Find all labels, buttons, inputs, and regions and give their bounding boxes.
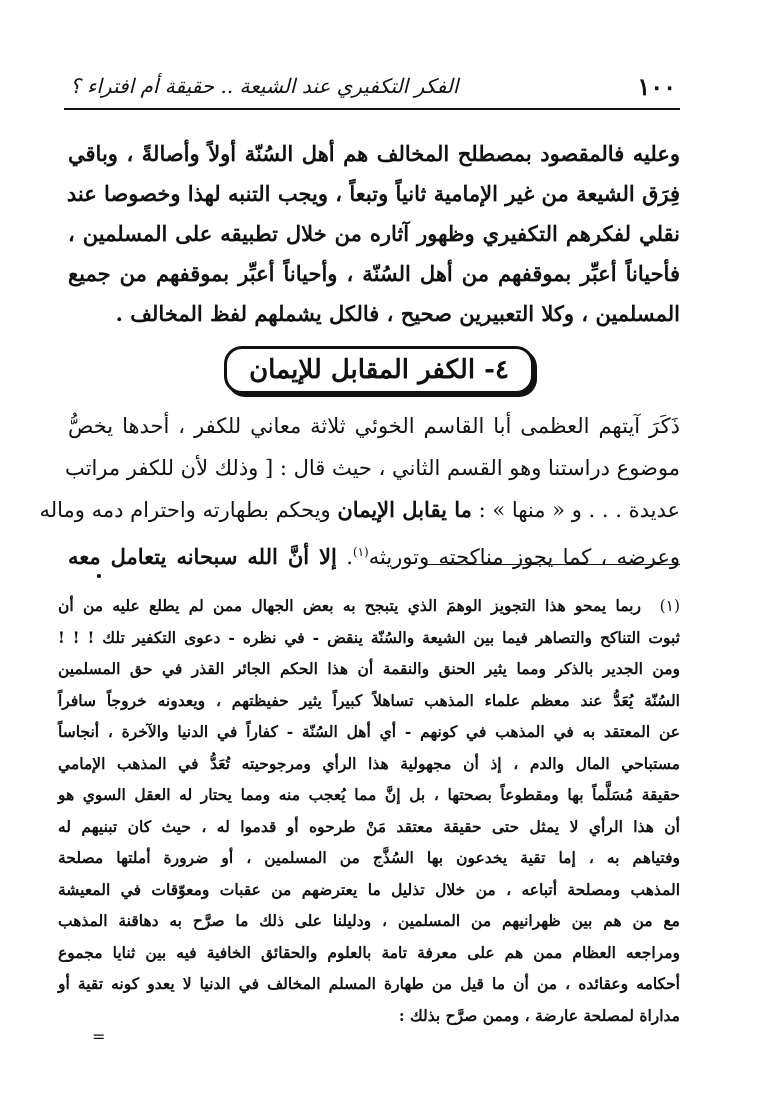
bold-text-run: ما يقابل الإيمان [337, 497, 472, 522]
paragraph-line: وعليه فالمقصود بمصطلح المخالف هم أهل السُنّة أولاً وأصالةً ، وباقي [68, 141, 680, 166]
paragraph-line [39, 489, 680, 531]
footnote-block [58, 590, 680, 1031]
paragraph-2 [39, 405, 680, 573]
section-heading: ٤- الكفر المقابل للإيمان [224, 346, 534, 394]
footnote-line: حقيقة مُسَلَّماً بها ومقطوعاً بصحتها ، بل إنَّ مما يُعجب منه ومما يحتار له العقل السوي هو [58, 785, 680, 804]
print-dot [97, 574, 101, 578]
footnote-line: مداراة لمصلحة عارضة ، وممن صرَّح بذلك : [398, 1005, 680, 1025]
text-run: عديدة . . . و « منها » : [471, 498, 680, 522]
running-title: الفكر التكفيري عند الشيعة .. حقيقة أم افتراء ؟ [70, 74, 459, 98]
footnote-divider [424, 564, 680, 565]
paragraph-line [68, 531, 680, 573]
footnote-line: أحكامه وعقائده ، من أن ما قيل من طهارة المسلم المخالف في الدنيا لا يعدو كونه تقية أو [58, 974, 680, 993]
paragraph-line: نقلي لفكرهم التكفيري وظهور آثاره من خلال تطبيقه على المسلمين ، [68, 221, 680, 246]
paragraph-line: المسلمين ، وكلا التعبيرين صحيح ، فالكل يشملهم لفظ المخالف . [115, 301, 680, 326]
paragraph-1 [68, 134, 680, 334]
page-number: ١٠٠ [637, 72, 676, 101]
text-run: . [336, 545, 353, 569]
footnote-line: المذهب ومصلحة أتباعه ، من خلال تذليل ما يعترضهم من عقبات ومعوّقات في المعيشة [58, 879, 680, 899]
footnote-line: مع من هم بين ظهرانيهم من المسلمين ، ودليلنا على ذلك ما صرَّح به دهاقنة المذهب [58, 911, 680, 930]
continuation-mark: = [92, 1027, 106, 1046]
footnote-line: وفتياهم به ، إما تقية يخدعون بها السُذَّج من المسلمين ، أو ضرورة أملتها مصلحة [58, 848, 680, 867]
page-header [64, 72, 680, 102]
footnote-line: ومراجعه العظام ممن هم على معرفة تامة بالعلوم والحقائق الخافية فيه بين ثنايا مجموع [58, 942, 680, 962]
paragraph-line: فِرَق الشيعة من غير الإمامية ثانياً وتبعاً ، ويجب التنبه لهذا وخصوصا عند [66, 181, 680, 206]
footnote-line [58, 590, 680, 622]
footnote-line: عن المعتقد به في المذهب في كونهم - أي أهل السُنّة - كفاراً في الدنيا والآخرة ، أنجاساً [58, 722, 680, 741]
paragraph-line: موضوع دراستنا وهو القسم الثاني ، حيث قال : [ وذلك لأن للكفر مراتب [65, 456, 680, 480]
text-run: وعرضه ، كما يجوز مناكحته وتوريثه [368, 545, 680, 569]
footnote-line: السُنّة يُعَدُّ عند معظم علماء المذهب تساهلاً كبيراً يثير حفيظتهم ، ويعدونه خروجاً سافراً [58, 690, 680, 710]
footnote-text: ربما يمحو هذا التجويز الوهمَ الذي يتبجح به بعض الجهال ممن لم يطلع عليه من أن [58, 596, 641, 615]
footnote-reference: (١) [352, 545, 369, 559]
footnote-line: ثبوت التناكح والتصاهر فيما بين الشيعة والسُنّة ينقض - في نظره - دعوى التكفير تلك ! ! ! [58, 627, 680, 647]
footnote-line: أن هذا الرأي لا يمثل حتى حقيقة معتقد مَنْ طرحوه أو قدموا له ، حيث كان تبنيهم له [58, 816, 680, 836]
paragraph-line: فأحياناً أعبِّر بموقفهم من أهل السُنّة ، وأحياناً أعبِّر بموقفهم من جميع [68, 261, 680, 286]
footnote-marker: (١) [659, 597, 681, 615]
paragraph-line: ذَكَرَ آيتهم العظمى أبا القاسم الخوئي ثلاثة معاني للكفر ، أحدها يخصُّ [68, 414, 680, 438]
section-heading-container [0, 346, 758, 394]
text-run: ويحكم بطهارته واحترام دمه وماله [39, 498, 338, 522]
footnote-line: مستباحي المال والدم ، إذ أن مجهولية هذا الرأي ومرجوحيته تُعَدُّ في المذهب الإمامي [58, 753, 680, 773]
header-divider [64, 108, 680, 110]
footnote-line: ومن الجدير بالذكر ومما يثير الحنق والنقمة أن هذا الحكم الجائر القذر في حق المسلمين [58, 659, 680, 678]
bold-text-run: إلا أنَّ الله سبحانه يتعامل معه [68, 544, 337, 569]
